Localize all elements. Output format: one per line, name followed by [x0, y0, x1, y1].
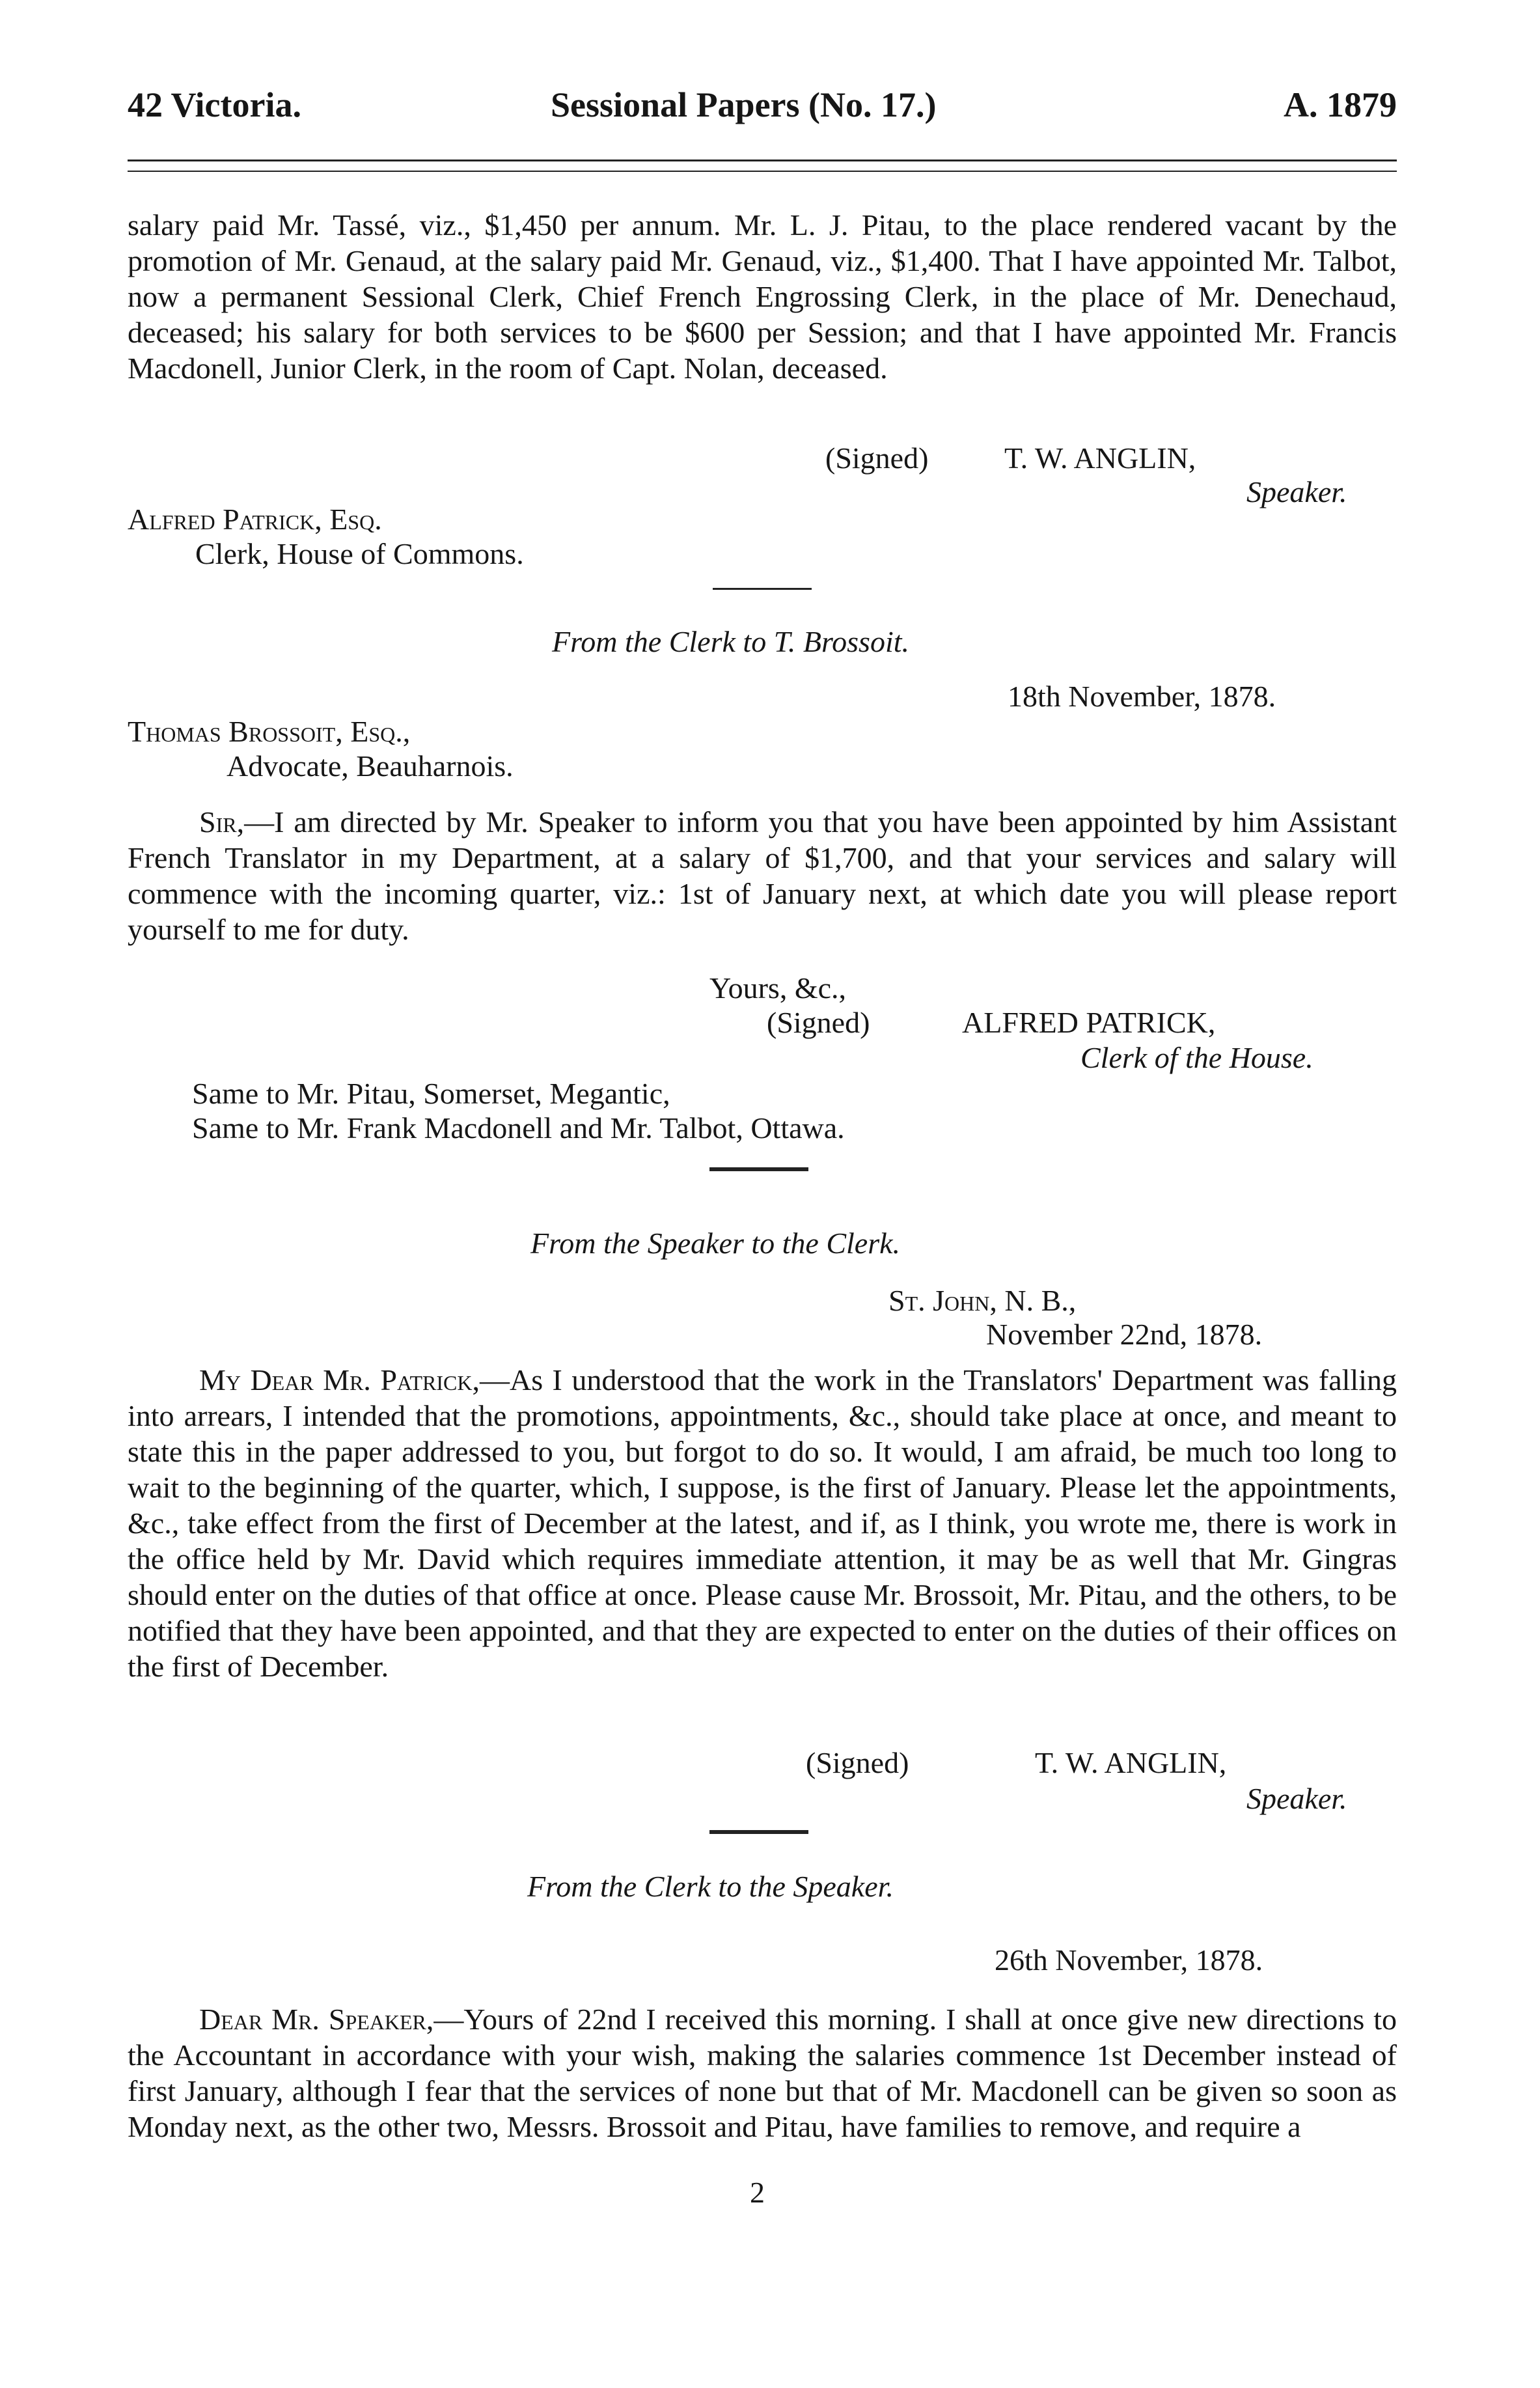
letter1-body-block [128, 207, 1397, 386]
letter1-addressee-line2: Clerk, House of Commons. [195, 537, 524, 570]
letter2-body-block [128, 804, 1397, 947]
header-title: Sessional Papers (No. 17.) [551, 85, 937, 124]
separator-rule [713, 588, 812, 590]
letter3-heading: From the Speaker to the Clerk. [530, 1227, 901, 1260]
letter1-signer-title: Speaker. [1246, 475, 1347, 508]
letter4-date: 26th November, 1878. [995, 1943, 1263, 1977]
letter2-body: —I am directed by Mr. Speaker to inform you that you have been appointed by him Assistant French Translator in my Department, at a salary of $1,700, and that your services and salary will commence with the incoming quarter, viz.: 1st of January next, at which date you will please report yourself to me for duty. [128, 805, 1397, 946]
header-volume: 42 Victoria. [128, 85, 301, 124]
letter3-body-block [128, 1362, 1397, 1684]
letter1-body: salary paid Mr. Tassé, viz., $1,450 per annum. Mr. L. J. Pitau, to the place rendered vacant by the promotion of Mr. Genaud, at the salary paid Mr. Genaud, viz., $1,400. That I have appointed Mr. Talbot, now a permanent Sessional Clerk, Chief French Engrossing Clerk, in the place of Mr. Denechaud, deceased; his salary for both services to be $600 per Session; and that I have appointed Mr. Francis Macdonell, Junior Clerk, in the room of Capt. Nolan, deceased. [128, 208, 1397, 385]
letter4-body-block [128, 2001, 1397, 2145]
letter3-signer: T. W. ANGLIN, [1035, 1746, 1227, 1779]
letter3-signer-title: Speaker. [1246, 1782, 1347, 1815]
header-rule-secondary [128, 171, 1397, 172]
letter2-date: 18th November, 1878. [1008, 680, 1276, 713]
letter2-note1: Same to Mr. Pitau, Somerset, Megantic, [192, 1077, 670, 1110]
page-number: 2 [750, 2176, 765, 2209]
letter3-place: St. John, N. B., [888, 1284, 1077, 1317]
letter3-date: November 22nd, 1878. [986, 1318, 1263, 1351]
letter3-body: —As I understood that the work in the Translators' Department was falling into arrears, I intended that the promotions, appointments, &c., should take place at once, and meant to state this in the paper addressed to you, but forgot to do so. It would, I am afraid, be much too long to wait to the beginning of the quarter, which, I suppose, is the first of January. Please let the appointments, &c., take effect from the first of December at the latest, and if, as I think, you wrote me, there is work in the office held by Mr. David which requires immediate attention, it may be as well that Mr. Gingras should enter on the duties of that office at once. Please cause Mr. Brossoit, Mr. Pitau, and the others, to be notified that they have been appointed, and that they are expected to enter on the duties of their offices on the first of December. [128, 1363, 1397, 1683]
letter4-heading: From the Clerk to the Speaker. [527, 1870, 894, 1903]
separator-rule [709, 1167, 808, 1171]
separator-rule [709, 1830, 808, 1834]
header-rule [128, 160, 1397, 161]
letter1-addressee-name: Alfred Patrick, Esq. [128, 503, 382, 536]
letter3-signed: (Signed) [806, 1746, 909, 1779]
letter2-closing: Yours, &c., [709, 971, 847, 1005]
letter4-body: —Yours of 22nd I received this morning. I shall at once give new directions to the Accountant in accordance with your wish, making the salaries commence 1st December instead of first January, although I fear that the services of none but that of Mr. Macdonell can be given so soon as Monday next, as the other two, Messrs. Brossoit and Pitau, have families to remove, and require a [128, 2003, 1397, 2143]
letter2-signed: (Signed) [767, 1006, 870, 1039]
letter2-signer-title: Clerk of the House. [1080, 1041, 1313, 1074]
letter1-signed: (Signed) [825, 441, 929, 475]
letter2-heading: From the Clerk to T. Brossoit. [552, 625, 910, 658]
header-year: A. 1879 [1284, 85, 1397, 124]
letter1-signer: T. W. ANGLIN, [1004, 441, 1196, 475]
letter4-salutation: Dear Mr. Speaker, [199, 2003, 434, 2036]
running-header [128, 85, 1397, 137]
letter2-signer: ALFRED PATRICK, [962, 1006, 1216, 1039]
letter2-note2: Same to Mr. Frank Macdonell and Mr. Talbot, Ottawa. [192, 1111, 845, 1145]
letter3-salutation: My Dear Mr. Patrick, [199, 1363, 480, 1396]
letter2-salutation: Sir, [199, 805, 245, 839]
letter2-addressee-line2: Advocate, Beauharnois. [227, 749, 514, 783]
letter2-addressee-name: Thomas Brossoit, Esq., [128, 715, 411, 748]
